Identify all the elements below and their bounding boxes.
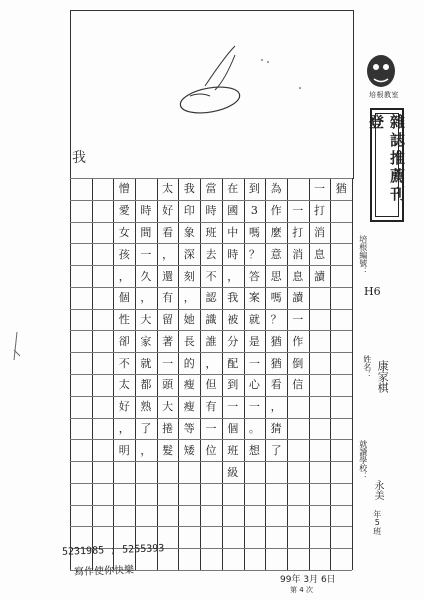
- grid-row-line: [70, 526, 352, 527]
- grade-label: 年5班: [372, 510, 382, 535]
- name-label: 姓名：: [362, 355, 372, 379]
- grid-char: 熟: [140, 400, 152, 414]
- grid-char: 班: [227, 443, 239, 457]
- grid-char: 。: [248, 421, 260, 435]
- grid-char: 息: [292, 269, 304, 283]
- grid-row-line: [70, 483, 352, 484]
- grid-char: 了: [270, 443, 282, 457]
- grid-char: 我: [183, 182, 195, 196]
- grid-char: 間: [140, 225, 152, 239]
- grid-char: 識: [205, 313, 217, 327]
- grid-char: ，: [270, 400, 282, 414]
- grid-char: 著: [162, 334, 174, 348]
- grid-char: 心: [248, 378, 260, 392]
- grid-char: ，: [118, 269, 130, 283]
- grid-char: 女: [118, 225, 130, 239]
- grid-char: 一: [313, 182, 325, 196]
- grid-char: 一: [248, 356, 260, 370]
- grid-char: 讀: [292, 291, 304, 305]
- grid-char: 太: [162, 182, 174, 196]
- grid-char: 大: [162, 400, 174, 414]
- banner-text: 雜誌推薦刊登: [375, 113, 399, 217]
- grid-char: 家: [140, 334, 152, 348]
- recommend-banner: [367, 108, 406, 222]
- grid-char: 深: [183, 247, 195, 261]
- grid-char: 大: [140, 313, 152, 327]
- class-no-value: H6: [364, 285, 381, 298]
- date-month: 3: [303, 575, 310, 585]
- grid-char: 是: [248, 334, 260, 348]
- grid-char: 我: [227, 291, 239, 305]
- grid-char: 矮: [183, 443, 195, 457]
- date-day: 6: [320, 575, 327, 585]
- grid-char: 班: [205, 225, 217, 239]
- seq-label: 第: [290, 586, 297, 594]
- grid-char: 一: [292, 204, 304, 218]
- date-year: 99: [280, 575, 292, 585]
- grid-char: 消: [292, 247, 304, 261]
- grid-char: 3: [250, 204, 258, 218]
- grid-char: 瘦: [183, 400, 195, 414]
- grid-char: 猶: [270, 356, 282, 370]
- manuscript-grid: [70, 178, 352, 570]
- grid-char: 為: [270, 182, 282, 196]
- margin-mark: [10, 330, 24, 370]
- grid-char: 信: [292, 378, 304, 392]
- grid-char: 打: [313, 204, 325, 218]
- grid-char: ？: [270, 313, 282, 327]
- grid-char: 有: [205, 400, 217, 414]
- grid-char: 去: [205, 247, 217, 261]
- school-label: 就讀學校：: [358, 440, 368, 480]
- grid-char: 個: [227, 421, 239, 435]
- grid-char: 不: [118, 356, 130, 370]
- grid-char: 愛: [118, 204, 130, 218]
- grid-char: 久: [140, 269, 152, 283]
- grid-char: 好: [162, 204, 174, 218]
- grid-char: ，: [140, 443, 152, 457]
- grid-char: 息: [313, 247, 325, 261]
- grid-char: ，: [140, 291, 152, 305]
- grid-char: 作: [270, 204, 282, 218]
- seq-line: [290, 585, 313, 595]
- footer-phones: 5231985 ; 5255393: [61, 543, 165, 558]
- grid-row-line: [70, 505, 352, 506]
- grid-char: 但: [205, 378, 217, 392]
- grid-char: ，: [118, 421, 130, 435]
- grid-char: 猶: [270, 334, 282, 348]
- grid-char: 中: [227, 225, 239, 239]
- grid-char: 猜: [270, 421, 282, 435]
- grid-char: 了: [140, 421, 152, 435]
- grid-char: 就: [140, 356, 152, 370]
- bacon-mascot-icon: [362, 45, 400, 91]
- grid-char: 被: [227, 313, 239, 327]
- class-no-label: 培根編號：: [358, 235, 368, 275]
- grid-char: 一: [162, 356, 174, 370]
- grid-char: 時: [205, 204, 217, 218]
- grid-char: 有: [162, 291, 174, 305]
- grid-char: 瘦: [183, 378, 195, 392]
- grid-char: 想: [248, 443, 260, 457]
- grid-char: 都: [140, 378, 152, 392]
- grid-char: 嗎: [270, 291, 282, 305]
- grid-char: 頭: [162, 378, 174, 392]
- grid-char: 猶: [335, 182, 347, 196]
- date-line: 99年 3月 6日: [280, 575, 336, 585]
- grid-char: 打: [292, 225, 304, 239]
- grid-char: 性: [118, 313, 130, 327]
- grid-char: 一: [140, 247, 152, 261]
- school-value: 永美: [372, 480, 383, 500]
- grid-char: 明: [118, 443, 130, 457]
- grid-char: 國: [227, 204, 239, 218]
- grid-char: 就: [248, 313, 260, 327]
- scribble-char: 我: [72, 150, 86, 166]
- grid-char: 分: [227, 334, 239, 348]
- grid-char: 留: [162, 313, 174, 327]
- seq-number: 4: [299, 586, 304, 594]
- grid-char: 位: [205, 443, 217, 457]
- grid-char: 一: [248, 400, 260, 414]
- grid-char: 意: [270, 247, 282, 261]
- grid-char: 時: [227, 247, 239, 261]
- grid-char: 消: [313, 225, 325, 239]
- grid-char: 等: [183, 421, 195, 435]
- grid-char: 當: [205, 182, 217, 196]
- grid-char: 讀: [313, 269, 325, 283]
- grid-char: 太: [118, 378, 130, 392]
- grid-char: ，: [183, 291, 195, 305]
- grid-char: 麼: [270, 225, 282, 239]
- grid-char: 印: [183, 204, 195, 218]
- grid-char: 思: [270, 269, 282, 283]
- grid-char: 到: [227, 378, 239, 392]
- grid-char: 到: [248, 182, 260, 196]
- grid-char: 好: [118, 400, 130, 414]
- grid-char: 還: [162, 269, 174, 283]
- grid-char: 個: [118, 291, 130, 305]
- grid-char: 的: [183, 356, 195, 370]
- grid-char: 作: [292, 334, 304, 348]
- grid-char: 看: [162, 225, 174, 239]
- grid-char: 認: [205, 291, 217, 305]
- grid-char: 不: [205, 269, 217, 283]
- doodle-drawing: [0, 0, 424, 200]
- grid-char: 在: [227, 182, 239, 196]
- grid-char: 髮: [162, 443, 174, 457]
- grid-char: 她: [183, 313, 195, 327]
- grid-char: ，: [227, 269, 239, 283]
- grid-char: 一: [227, 400, 239, 414]
- grid-char: 時: [140, 204, 152, 218]
- grid-char: 長: [183, 334, 195, 348]
- grid-char: ？: [248, 247, 260, 261]
- grid-char: 象: [183, 225, 195, 239]
- grid-char: ，: [162, 247, 174, 261]
- grid-char: 答: [248, 269, 260, 283]
- grid-char: 一: [205, 421, 217, 435]
- seq-suffix: 次: [305, 586, 313, 594]
- grid-char: 誰: [205, 334, 217, 348]
- grid-char: 孩: [118, 247, 130, 261]
- grid-char: 刻: [183, 269, 195, 283]
- grid-char: 一: [292, 313, 304, 327]
- grid-row-line: [70, 461, 352, 462]
- grid-char: 倒: [292, 356, 304, 370]
- grid-char: 捲: [162, 421, 174, 435]
- grid-char: ，: [205, 356, 217, 370]
- grid-char: 配: [227, 356, 239, 370]
- grid-char: 憎: [118, 182, 130, 196]
- grid-char: 卻: [118, 334, 130, 348]
- grid-column-line: [352, 178, 353, 570]
- stamp-label: 培根教室: [369, 91, 399, 99]
- footer-slogan: 寫作使你快樂: [73, 564, 135, 579]
- grid-char: 看: [270, 378, 282, 392]
- name-value: 康家棋: [376, 360, 390, 393]
- grid-char: 級: [227, 465, 239, 479]
- grid-char: 嗎: [248, 225, 260, 239]
- grid-char: 案: [248, 291, 260, 305]
